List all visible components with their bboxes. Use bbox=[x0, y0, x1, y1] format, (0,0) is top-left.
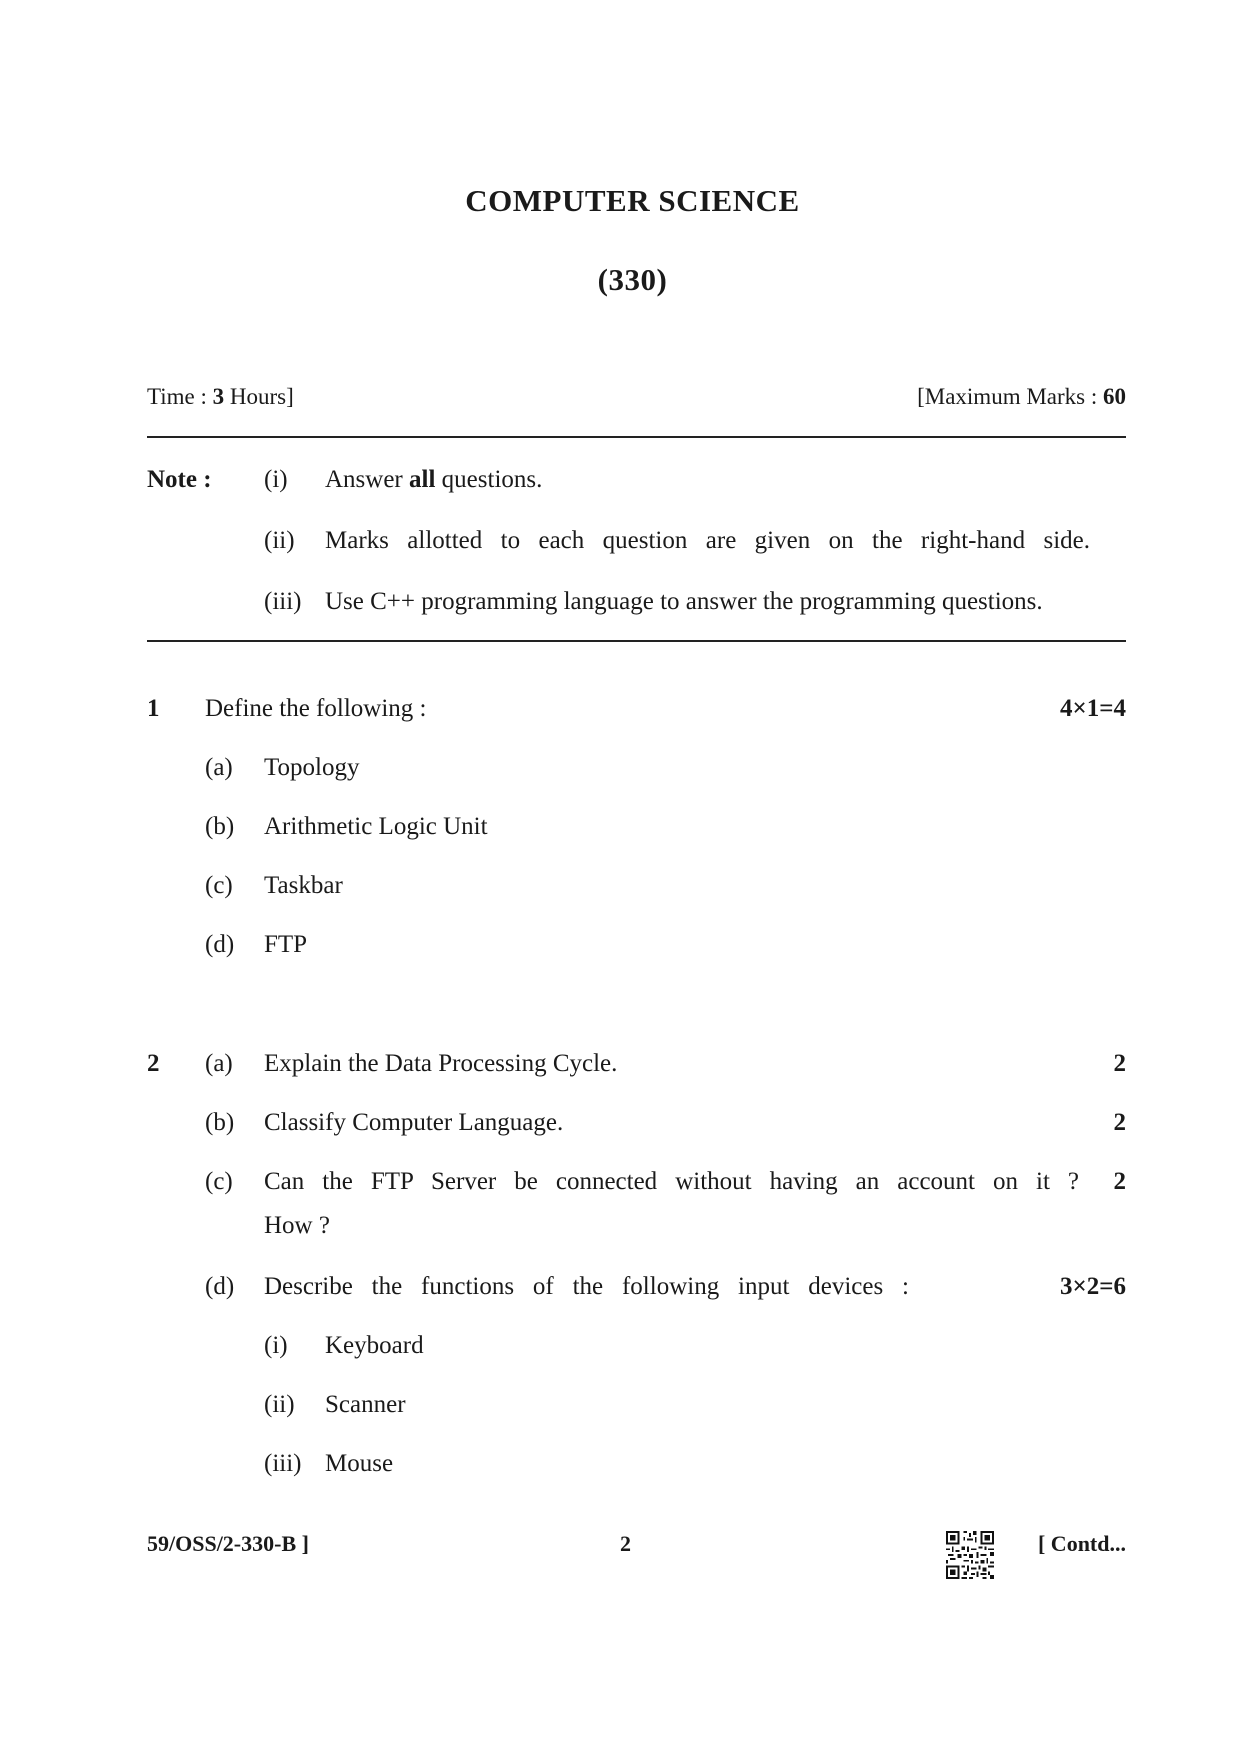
subpart-text: Mouse bbox=[325, 1450, 394, 1477]
top-divider bbox=[147, 436, 1126, 438]
part-text: Taskbar bbox=[264, 872, 343, 899]
time-allowed bbox=[147, 384, 294, 410]
page-number: 2 bbox=[620, 1531, 631, 1556]
part-label: (a) bbox=[205, 1050, 233, 1077]
part-text: Arithmetic Logic Unit bbox=[264, 813, 488, 840]
continued-marker: [ Contd... bbox=[1037, 1531, 1126, 1556]
time-value: 3 bbox=[212, 384, 225, 409]
marks-value: 60 bbox=[1103, 384, 1126, 409]
marks-prefix: [Maximum Marks : bbox=[917, 384, 1103, 409]
note-label: Note : bbox=[147, 466, 212, 493]
part-label: (c) bbox=[205, 872, 233, 899]
note-item-text bbox=[325, 466, 542, 494]
part-label: (c) bbox=[205, 1168, 233, 1195]
note-item-pre: Answer bbox=[325, 466, 410, 493]
paper-title: COMPUTER SCIENCE bbox=[465, 183, 800, 218]
question-number: 1 bbox=[147, 695, 160, 722]
question-marks: 4×1=4 bbox=[1060, 695, 1126, 722]
note-divider bbox=[147, 640, 1126, 642]
question-text: Define the following : bbox=[205, 695, 427, 722]
part-label: (b) bbox=[205, 1109, 235, 1136]
subpart-text: Keyboard bbox=[325, 1332, 424, 1359]
note-item-post: questions. bbox=[435, 466, 543, 493]
question-number: 2 bbox=[147, 1050, 160, 1077]
paper-code: 59/OSS/2-330-B ] bbox=[147, 1531, 309, 1556]
part-label: (d) bbox=[205, 1273, 235, 1300]
maximum-marks bbox=[820, 384, 1126, 410]
part-text-continued: How ? bbox=[264, 1212, 330, 1239]
part-text: Explain the Data Processing Cycle. bbox=[264, 1050, 618, 1077]
part-text: Describe the functions of the following input devices : bbox=[264, 1273, 909, 1300]
subpart-text: Scanner bbox=[325, 1391, 406, 1418]
part-marks: 2 bbox=[1113, 1168, 1126, 1195]
part-label: (b) bbox=[205, 813, 235, 840]
part-marks: 2 bbox=[1113, 1050, 1126, 1077]
time-suffix: Hours] bbox=[224, 384, 294, 409]
subpart-label: (iii) bbox=[264, 1450, 302, 1477]
part-text: Classify Computer Language. bbox=[264, 1109, 564, 1136]
part-label: (d) bbox=[205, 931, 235, 958]
part-label: (a) bbox=[205, 754, 233, 781]
part-text: FTP bbox=[264, 931, 308, 958]
part-marks: 2 bbox=[1113, 1109, 1126, 1136]
note-item-bold: all bbox=[409, 466, 436, 493]
part-text: Topology bbox=[264, 754, 360, 781]
subpart-label: (ii) bbox=[264, 1391, 295, 1418]
note-item-number: (ii) bbox=[264, 527, 295, 554]
note-item-text: Use C++ programming language to answer the programming questions. bbox=[325, 588, 1043, 615]
part-text: Can the FTP Server be connected without having an account on it ? bbox=[264, 1168, 1079, 1195]
note-item-text: Marks allotted to each question are given on the right-hand side. bbox=[325, 527, 1090, 554]
note-item-number: (i) bbox=[264, 466, 288, 493]
part-marks: 3×2=6 bbox=[1060, 1273, 1126, 1300]
note-item-number: (iii) bbox=[264, 588, 302, 615]
subpart-label: (i) bbox=[264, 1332, 288, 1359]
time-prefix: Time : bbox=[147, 384, 213, 409]
subject-code: (330) bbox=[597, 262, 668, 297]
